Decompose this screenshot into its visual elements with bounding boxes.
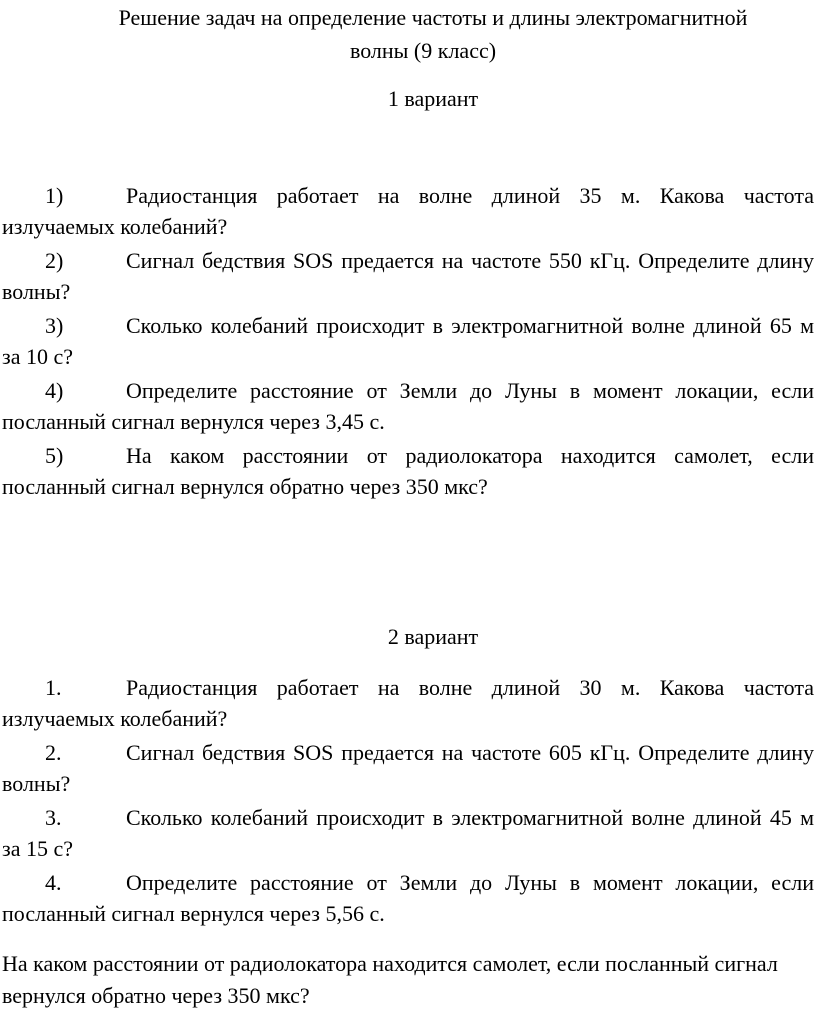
- task-number: 3.: [45, 805, 62, 830]
- task-text: Радиостанция работает на волне длиной 30 м. Какова частота излучаемых колебаний?: [2, 675, 814, 731]
- task-text: Определите расстояние от Земли до Луны в момент локации, если посланный сигнал вернулся через 3,45 с.: [2, 378, 814, 434]
- task-text: Сигнал бедствия SOS предается на частоте 605 кГц. Определите длину волны?: [2, 740, 814, 796]
- task-text: Сколько колебаний происходит в электромагнитной волне длиной 45 м за 15 с?: [2, 805, 814, 861]
- variant-2-task: [0, 672, 816, 734]
- task-number: 1): [45, 183, 64, 208]
- task-number: 3): [45, 313, 64, 338]
- task-number: 2.: [45, 740, 62, 765]
- variant-1-heading: 1 вариант: [387, 86, 479, 111]
- variant-1-task: [0, 180, 816, 242]
- task-number: 2): [45, 248, 64, 273]
- variant-1-task-list: [0, 180, 816, 505]
- task-text: На каком расстоянии от радиолокатора находится самолет, если посланный сигнал вернулся обратно через 350 мкс?: [2, 443, 814, 499]
- task-number: 4.: [45, 870, 62, 895]
- variant-1-task: [0, 310, 816, 372]
- variant-1-task: [0, 375, 816, 437]
- variant-2-task-list: [0, 672, 816, 932]
- variant-2-task: [0, 802, 816, 864]
- task-text: Определите расстояние от Земли до Луны в момент локации, если посланный сигнал вернулся через 5,56 с.: [2, 870, 814, 926]
- task-text: Радиостанция работает на волне длиной 35 м. Какова частота излучаемых колебаний?: [2, 183, 814, 239]
- task-number: 5): [45, 443, 64, 468]
- variant-2-extra-task: На каком расстоянии от радиолокатора находится самолет, если посланный сигнал вернулся обратно через 350 мкс?: [2, 951, 778, 1008]
- variant-2-task: [0, 867, 816, 929]
- task-number: 4): [45, 378, 64, 403]
- variant-2-heading: 2 вариант: [387, 624, 479, 649]
- title-line-1: Решение задач на определение частоты и длины электромагнитной: [118, 5, 748, 30]
- task-text: Сигнал бедствия SOS предается на частоте 550 кГц. Определите длину волны?: [2, 248, 814, 304]
- variant-1-task: [0, 245, 816, 307]
- document-title: [0, 2, 816, 67]
- task-number: 1.: [45, 675, 62, 700]
- variant-1-task: [0, 440, 816, 502]
- task-text: Сколько колебаний происходит в электромагнитной волне длиной 65 м за 10 с?: [2, 313, 814, 369]
- variant-2-task: [0, 737, 816, 799]
- title-line-2: волны (9 класс): [349, 38, 497, 63]
